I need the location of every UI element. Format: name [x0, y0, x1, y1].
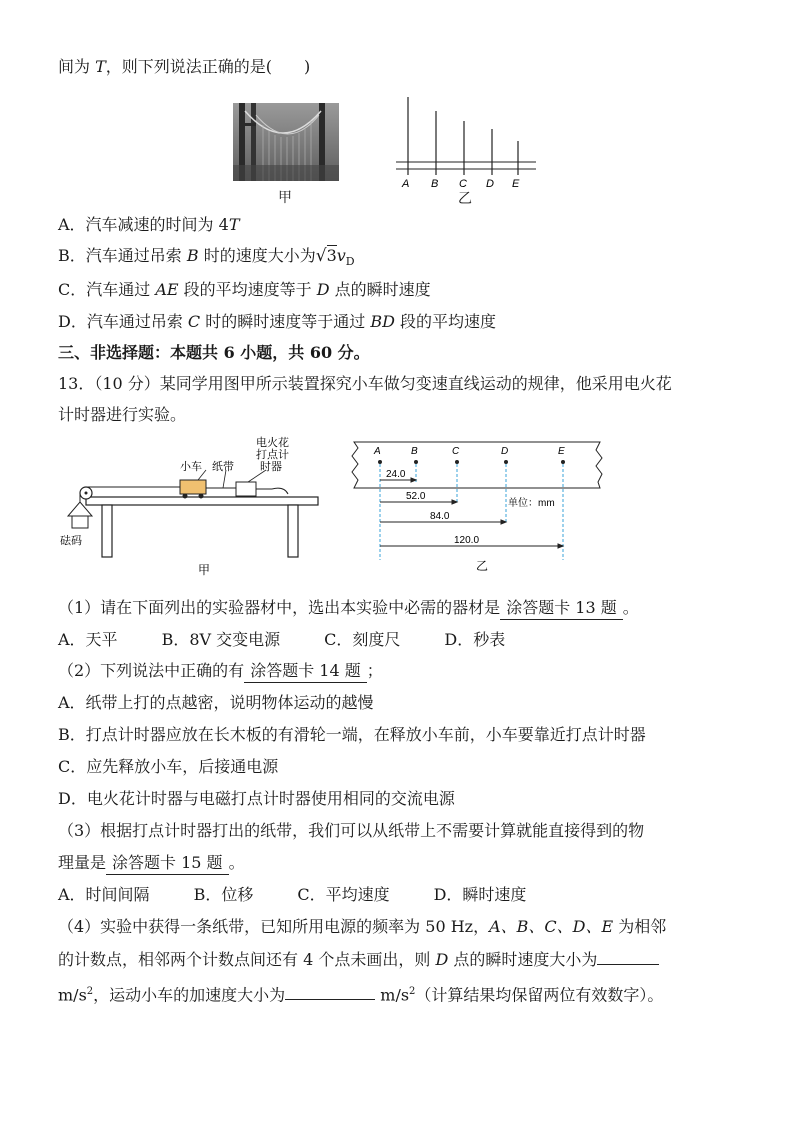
q12-stem-tail — [58, 56, 310, 78]
option-text: C．汽车通过 — [58, 280, 156, 299]
unit-ms2: m/s — [58, 985, 87, 1005]
part4-text-3-end: （计算结果均保留两位有效数字）。 — [415, 985, 664, 1005]
section-3-heading: 三、非选择题：本题共 6 小题，共 60 分。 — [58, 343, 370, 362]
tape-point-e: E — [558, 446, 565, 457]
q13-part1 — [58, 597, 639, 620]
q13-part2-option-b: B．打点计时器应放在长木板的有滑轮一端，在释放小车前，小车要靠近打点计时器 — [58, 725, 646, 744]
part3-end: 。 — [228, 853, 245, 872]
part4-text-end: 为相邻 — [613, 917, 667, 936]
velocity-symbol: v — [336, 246, 346, 265]
option-variable-2: BD — [370, 312, 395, 331]
unit-label: 单位：mm — [508, 498, 555, 509]
q13-part2-option-c: C．应先释放小车，后接通电源 — [58, 757, 279, 776]
tape-caption: 乙 — [476, 559, 489, 573]
tape-point-c: C — [452, 446, 460, 457]
point-letters: A、B、C、D、E — [489, 917, 614, 936]
option-b: B．8V 交变电源 — [161, 630, 281, 649]
option-b: B．位移 — [193, 885, 254, 904]
q13-part4-line3 — [58, 981, 663, 1006]
q13-part1-options — [58, 629, 549, 651]
tape-point-a: A — [374, 446, 381, 457]
option-variable: B — [186, 246, 199, 265]
part2-end: ； — [366, 661, 383, 680]
option-a: A．天平 — [58, 630, 118, 649]
option-text-mid: 时的瞬时速度等于通过 — [200, 312, 371, 331]
unit-ms2-2: m/s — [380, 985, 410, 1005]
option-d: D．瞬时速度 — [433, 885, 527, 904]
option-a: A．时间间隔 — [58, 885, 150, 904]
q13-part3-line2 — [58, 852, 245, 875]
label-tape: 纸带 — [212, 461, 234, 473]
cable-diagram — [392, 95, 540, 191]
tape-point-b: B — [411, 446, 418, 457]
exponent: 2 — [86, 986, 94, 997]
cable-label-b: B — [431, 178, 439, 190]
option-variable: C — [187, 312, 201, 331]
answer-blank-velocity[interactable] — [597, 948, 659, 965]
option-text-mid: 段的平均速度等于 — [178, 280, 317, 299]
option-variable-2: D — [316, 280, 330, 299]
label-car: 小车 — [180, 461, 202, 473]
label-timer-3: 时器 — [260, 461, 282, 473]
cable-label-d: D — [486, 178, 494, 190]
label-timer-1: 电火花 — [256, 437, 289, 449]
part3-text: 理量是 — [58, 853, 107, 872]
q12-option-d — [58, 311, 496, 333]
distance-ac: 52.0 — [406, 491, 426, 502]
option-c: C．刻度尺 — [324, 630, 401, 649]
q13-part4-line2 — [58, 948, 659, 971]
apparatus-caption: 甲 — [198, 563, 211, 577]
option-c: C．平均速度 — [297, 885, 390, 904]
option-text-mid: 时的速度大小为 — [198, 246, 316, 265]
q12-option-a — [58, 214, 240, 236]
option-text: A．汽车减速的时间为 4 — [58, 215, 229, 234]
sqrt-value: 3 — [326, 246, 337, 265]
tape-point-d: D — [501, 446, 509, 457]
stem-text: 间为 — [58, 57, 91, 76]
exponent-2: 2 — [409, 986, 416, 997]
answer-blank-15[interactable]: 涂答题卡 15 题 — [106, 852, 229, 875]
sqrt-sign: √ — [315, 246, 327, 266]
label-weight: 砝码 — [60, 535, 82, 547]
velocity-subscript: D — [345, 255, 355, 269]
figure-yi-caption: 乙 — [458, 191, 472, 207]
cable-label-e: E — [512, 178, 520, 190]
distance-ad: 84.0 — [430, 511, 450, 522]
part4-text-3: ，运动小车的加速度大小为 — [93, 985, 286, 1005]
option-variable: AE — [155, 280, 179, 299]
q13-part3-options — [58, 884, 570, 906]
part2-text: （2）下列说法中正确的有 — [58, 661, 245, 680]
q13-part2-option-a: A．纸带上打的点越密，说明物体运动的越慢 — [58, 693, 374, 712]
part4-text-2-end: 点的瞬时速度大小为 — [448, 950, 598, 969]
option-text: D．汽车通过吊索 — [58, 312, 188, 331]
q13-part4-line1 — [58, 916, 666, 938]
bridge-photo — [233, 103, 339, 181]
cable-label-a: A — [402, 178, 410, 190]
label-timer-2: 打点计 — [256, 449, 289, 461]
q12-option-b — [58, 245, 355, 273]
part4-text-2: 的计数点，相邻两个计数点间还有 4 个点未画出，则 — [58, 950, 436, 969]
part4-text: （4）实验中获得一条纸带，已知所用电源的频率为 50 Hz， — [58, 917, 490, 936]
distance-ab: 24.0 — [386, 469, 406, 480]
distance-ae: 120.0 — [454, 535, 480, 546]
option-d: D．秒表 — [444, 630, 506, 649]
q13-part2-option-d: D．电火花计时器与电磁打点计时器使用相同的交流电源 — [58, 789, 455, 808]
q12-option-c — [58, 279, 431, 301]
option-text: B．汽车通过吊索 — [58, 246, 187, 265]
part1-text: （1）请在下面列出的实验器材中，选出本实验中必需的器材是 — [58, 598, 501, 617]
answer-blank-13[interactable]: 涂答题卡 13 题 — [500, 597, 623, 620]
answer-blank-14[interactable]: 涂答题卡 14 题 — [244, 660, 367, 683]
option-text-end: 点的瞬时速度 — [329, 280, 431, 299]
figure-jia-caption: 甲 — [278, 190, 292, 206]
q13-intro-line2: 计时器进行实验。 — [58, 405, 187, 424]
q13-part2 — [58, 660, 383, 683]
stem-text-end: ，则下列说法正确的是( ) — [105, 57, 311, 76]
stem-variable: T — [95, 57, 106, 76]
part1-end: 。 — [622, 598, 639, 617]
paper-tape-diagram — [350, 440, 605, 574]
q13-intro-line1: 13．（10 分）某同学用图甲所示装置探究小车做匀变速直线运动的规律，他采用电火花 — [58, 374, 672, 393]
apparatus-diagram — [58, 436, 320, 578]
cable-label-c: C — [459, 178, 467, 190]
point-d: D — [435, 950, 449, 969]
answer-blank-acceleration[interactable] — [285, 983, 375, 1000]
q13-part3-line1: （3）根据打点计时器打出的纸带，我们可以从纸带上不需要计算就能直接得到的物 — [58, 821, 645, 840]
option-text-end: 段的平均速度 — [394, 312, 497, 331]
option-variable: T — [228, 215, 240, 234]
